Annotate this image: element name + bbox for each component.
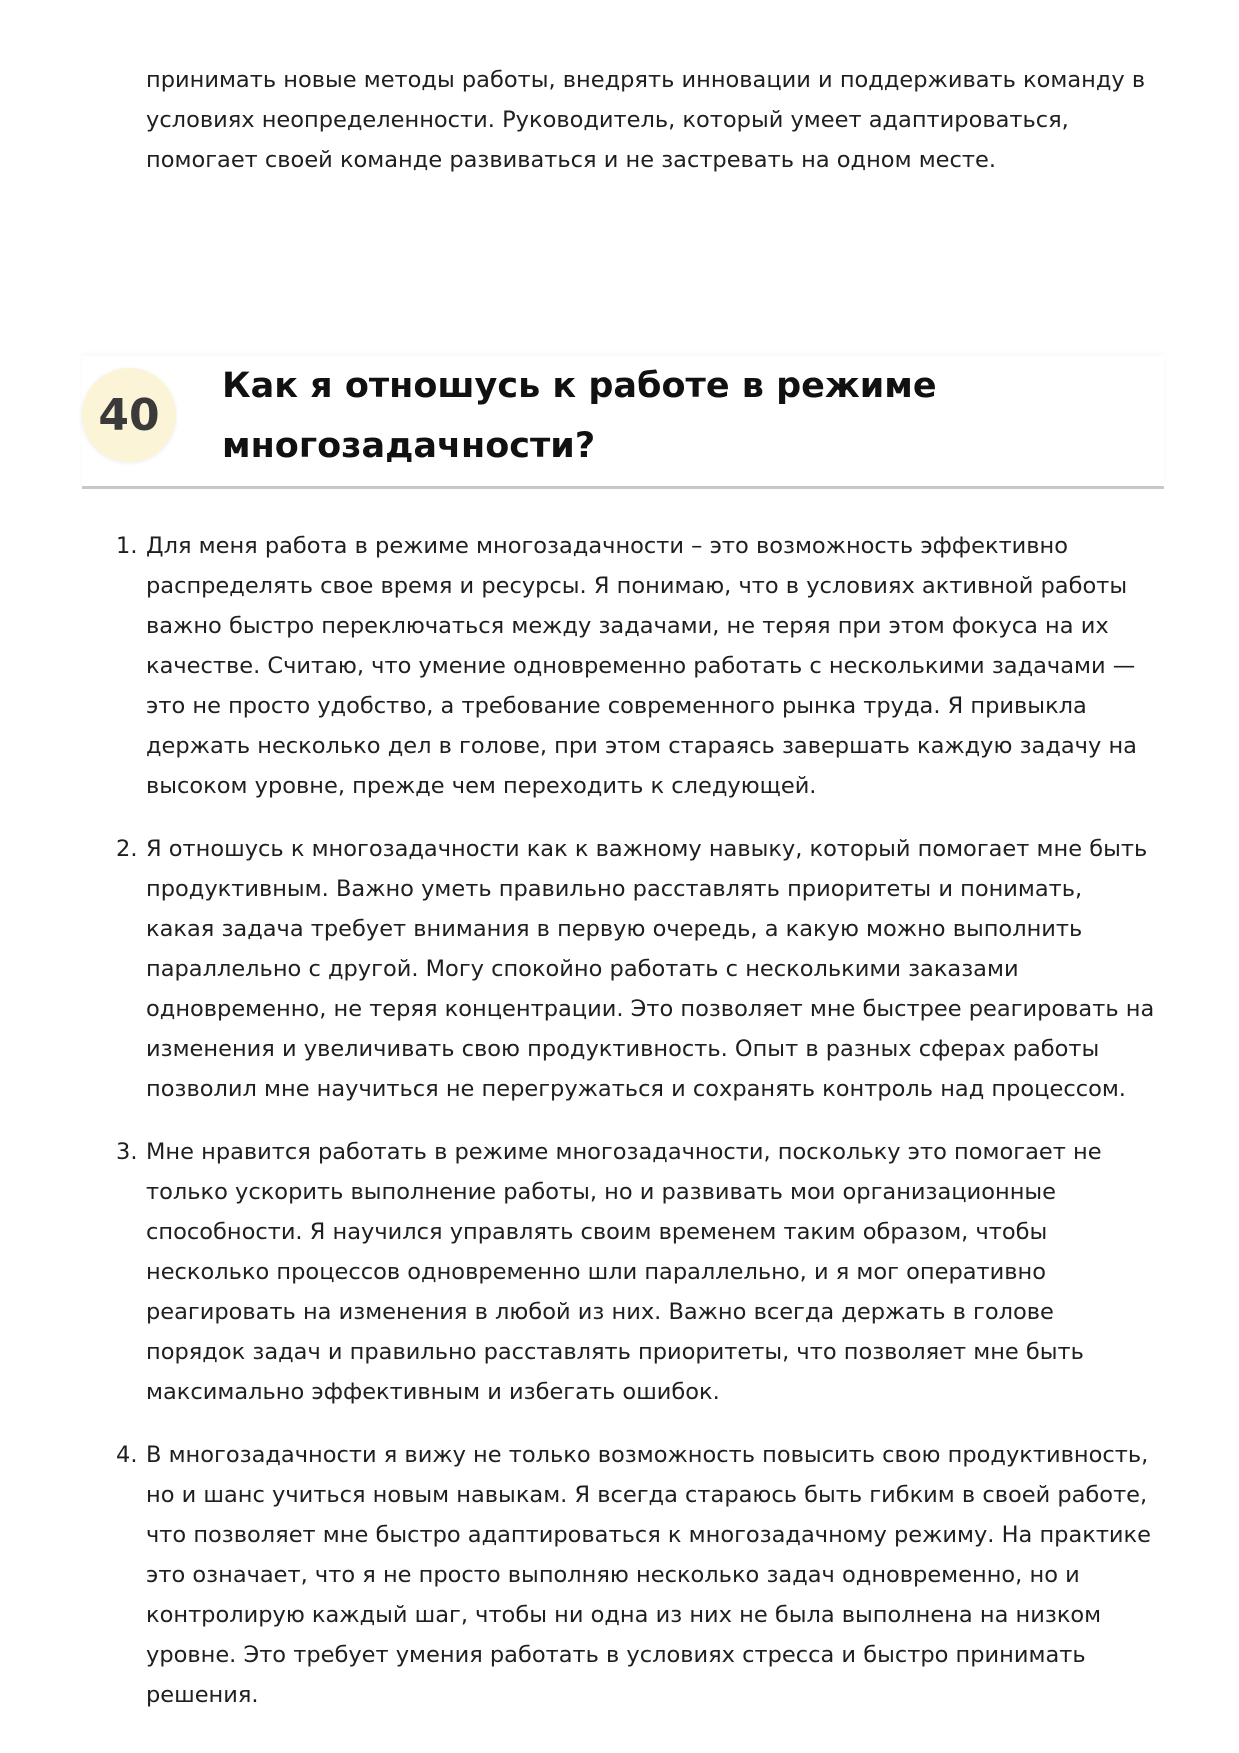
answer-number: 4. bbox=[116, 1442, 138, 1468]
intro-paragraph: принимать новые методы работы, внедрять инновации и поддерживать команду в условиях неопределенности. Руководитель, который умеет адаптироваться, помогает своей команде развиваться и не застревать на одном месте. bbox=[146, 67, 1146, 173]
answer-number: 2. bbox=[116, 836, 138, 862]
answer-number: 3. bbox=[116, 1139, 138, 1165]
answer-text: Мне нравится работать в режиме многозадачности, поскольку это помогает не только ускорить выполнение работы, но и развивать мои организационные способности. Я научился управлять своим временем таким образом, чтобы несколько процессов одновременно шли параллельно, и я мог оперативно реагировать на изменения в любой из них. Важно всегда держать в голове порядок задач и правильно расставлять приоритеты, что позволяет мне быть максимально эффективным и избегать ошибок. bbox=[146, 1139, 1102, 1405]
question-number-badge bbox=[82, 368, 176, 462]
question-header bbox=[82, 356, 1164, 489]
answer-item bbox=[116, 829, 1156, 1109]
answer-number: 1. bbox=[116, 533, 138, 559]
answer-text: В многозадачности я вижу не только возможность повысить свою продуктивность, но и шанс учиться новым навыкам. Я всегда стараюсь быть гибким в своей работе, что позволяет мне быстро адаптироваться к многозадачному режиму. На практике это означает, что я не просто выполняю несколько задач одновременно, но и контролирую каждый шаг, чтобы ни одна из них не была выполнена на низком уровне. Это требует умения работать в условиях стресса и быстро принимать решения. bbox=[146, 1442, 1151, 1708]
answer-text: Для меня работа в режиме многозадачности – это возможность эффективно распределять свое время и ресурсы. Я понимаю, что в условиях активной работы важно быстро переключаться между задачами, не теряя при этом фокуса на их качестве. Считаю, что умение одновременно работать с несколькими задачами — это не просто удобство, а требование современного рынка труда. Я привыкла держать несколько дел в голове, при этом стараясь завершать каждую задачу на высоком уровне, прежде чем переходить к следующей. bbox=[146, 533, 1137, 799]
question-number: 40 bbox=[98, 389, 160, 441]
answer-item bbox=[116, 1435, 1156, 1715]
answer-list bbox=[116, 526, 1156, 1738]
question-title: Как я отношусь к работе в режиме многозадачности? bbox=[222, 366, 937, 466]
answer-item bbox=[116, 526, 1156, 806]
answer-text: Я отношусь к многозадачности как к важному навыку, который помогает мне быть продуктивным. Важно уметь правильно расставлять приоритеты и понимать, какая задача требует внимания в первую очередь, а какую можно выполнить параллельно с другой. Могу спокойно работать с несколькими заказами одновременно, не теряя концентрации. Это позволяет мне быстрее реагировать на изменения и увеличивать свою продуктивность. Опыт в разных сферах работы позволил мне научиться не перегружаться и сохранять контроль над процессом. bbox=[146, 836, 1155, 1102]
answer-item bbox=[116, 1132, 1156, 1412]
